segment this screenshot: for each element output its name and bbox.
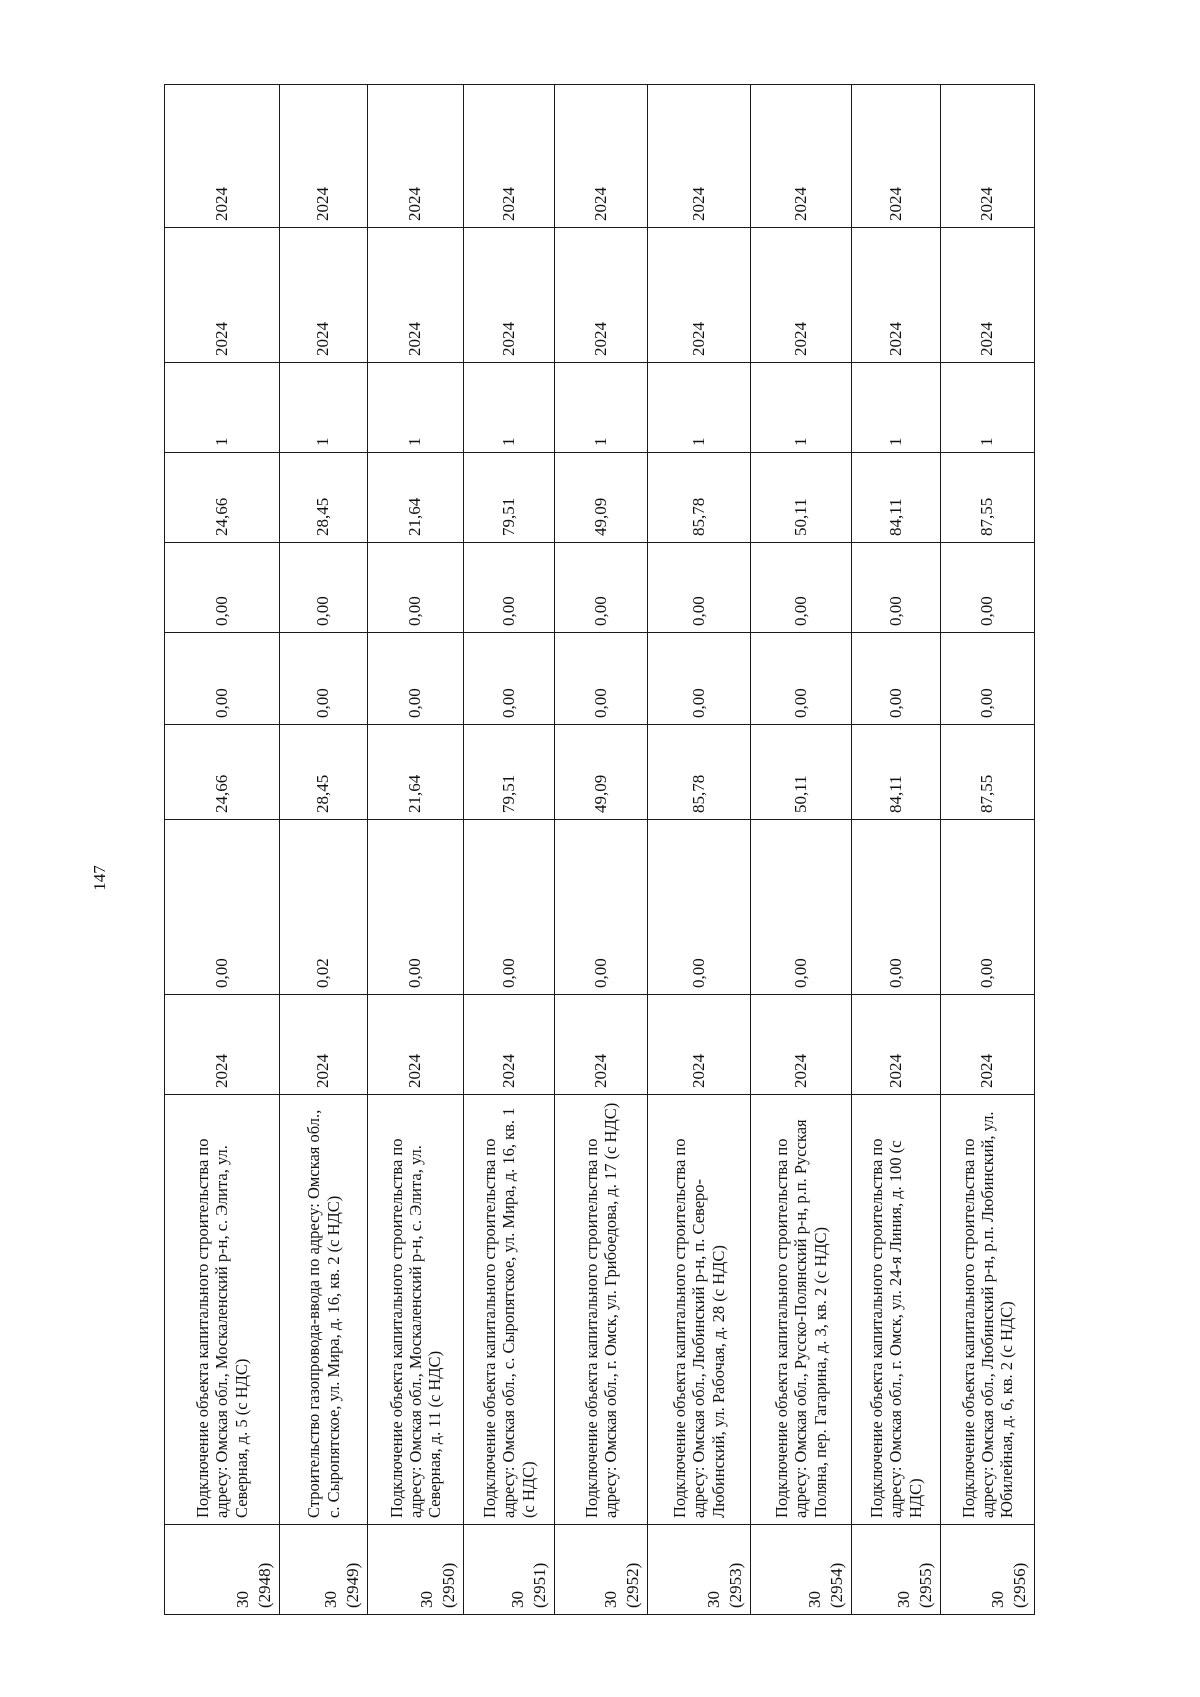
value-cell: 28,45 bbox=[280, 725, 368, 820]
description-cell: Подключение объекта капитального строительства по адресу: Омская обл., Москаленский р-н, с. Элита, ул. Северная, д. 5 (с НДС) bbox=[165, 1095, 280, 1525]
count-cell: 1 bbox=[280, 363, 368, 453]
value-cell: 0,00 bbox=[941, 820, 1035, 995]
count-cell: 1 bbox=[852, 363, 941, 453]
table-row bbox=[648, 85, 751, 1615]
table-row bbox=[751, 85, 852, 1615]
row-code: (2954) bbox=[826, 1562, 846, 1608]
row-number: 30 bbox=[804, 1591, 824, 1608]
description-cell: Подключение объекта капитального строительства по адресу: Омская обл., Любинский р-н, п. Северо-Любинский, ул. Рабочая, д. 28 (с НДС) bbox=[648, 1095, 751, 1525]
value-cell: 24,66 bbox=[165, 453, 280, 543]
value-cell: 0,00 bbox=[280, 633, 368, 725]
value-cell: 0,00 bbox=[280, 543, 368, 633]
value-cell: 85,78 bbox=[648, 453, 751, 543]
value-cell: 0,00 bbox=[368, 633, 464, 725]
value-cell: 85,78 bbox=[648, 725, 751, 820]
value-cell: 0,00 bbox=[555, 820, 648, 995]
value-cell: 0,00 bbox=[852, 633, 941, 725]
value-cell: 79,51 bbox=[464, 453, 555, 543]
row-number: 30 bbox=[600, 1591, 620, 1608]
year-cell: 2024 bbox=[368, 228, 464, 363]
row-number-cell bbox=[648, 1525, 751, 1615]
value-cell: 0,00 bbox=[165, 820, 280, 995]
value-cell: 50,11 bbox=[751, 453, 852, 543]
value-cell: 0,00 bbox=[648, 820, 751, 995]
year-cell: 2024 bbox=[648, 995, 751, 1095]
year-cell: 2024 bbox=[941, 995, 1035, 1095]
value-cell: 79,51 bbox=[464, 725, 555, 820]
value-cell: 0,02 bbox=[280, 820, 368, 995]
row-code: (2951) bbox=[529, 1562, 549, 1608]
table-row bbox=[852, 85, 941, 1615]
count-cell: 1 bbox=[648, 363, 751, 453]
count-cell: 1 bbox=[555, 363, 648, 453]
table-row bbox=[280, 85, 368, 1615]
table-row bbox=[368, 85, 464, 1615]
year-cell: 2024 bbox=[165, 995, 280, 1095]
value-cell: 0,00 bbox=[165, 633, 280, 725]
row-number-cell bbox=[941, 1525, 1035, 1615]
year-cell: 2024 bbox=[941, 85, 1035, 228]
year-cell: 2024 bbox=[165, 85, 280, 228]
year-cell: 2024 bbox=[464, 228, 555, 363]
table-row bbox=[555, 85, 648, 1615]
year-cell: 2024 bbox=[165, 228, 280, 363]
count-cell: 1 bbox=[941, 363, 1035, 453]
year-cell: 2024 bbox=[852, 995, 941, 1095]
year-cell: 2024 bbox=[751, 85, 852, 228]
year-cell: 2024 bbox=[280, 85, 368, 228]
table-row bbox=[165, 85, 280, 1615]
row-code: (2948) bbox=[254, 1562, 274, 1608]
row-number-cell bbox=[555, 1525, 648, 1615]
row-number-cell bbox=[165, 1525, 280, 1615]
value-cell: 21,64 bbox=[368, 453, 464, 543]
count-cell: 1 bbox=[751, 363, 852, 453]
row-number-cell bbox=[751, 1525, 852, 1615]
year-cell: 2024 bbox=[648, 85, 751, 228]
year-cell: 2024 bbox=[941, 228, 1035, 363]
year-cell: 2024 bbox=[852, 85, 941, 228]
value-cell: 49,09 bbox=[555, 725, 648, 820]
table-row bbox=[941, 85, 1035, 1615]
row-code: (2955) bbox=[915, 1562, 935, 1608]
row-number-cell bbox=[852, 1525, 941, 1615]
data-table bbox=[164, 84, 1035, 1615]
row-number: 30 bbox=[893, 1591, 913, 1608]
year-cell: 2024 bbox=[280, 995, 368, 1095]
row-code: (2956) bbox=[1009, 1562, 1029, 1608]
value-cell: 50,11 bbox=[751, 725, 852, 820]
value-cell: 87,55 bbox=[941, 725, 1035, 820]
table-row bbox=[464, 85, 555, 1615]
row-code: (2949) bbox=[342, 1562, 362, 1608]
year-cell: 2024 bbox=[751, 995, 852, 1095]
year-cell: 2024 bbox=[280, 228, 368, 363]
row-number-cell bbox=[368, 1525, 464, 1615]
row-code: (2953) bbox=[725, 1562, 745, 1608]
value-cell: 0,00 bbox=[751, 820, 852, 995]
row-number: 30 bbox=[416, 1591, 436, 1608]
description-cell: Строительство газопровода-ввода по адресу: Омская обл., с. Сыропятское, ул. Мира, д. 16, кв. 2 (с НДС) bbox=[280, 1095, 368, 1525]
value-cell: 0,00 bbox=[555, 633, 648, 725]
count-cell: 1 bbox=[368, 363, 464, 453]
year-cell: 2024 bbox=[368, 995, 464, 1095]
year-cell: 2024 bbox=[464, 995, 555, 1095]
value-cell: 0,00 bbox=[852, 543, 941, 633]
row-code: (2950) bbox=[438, 1562, 458, 1608]
value-cell: 28,45 bbox=[280, 453, 368, 543]
value-cell: 0,00 bbox=[464, 543, 555, 633]
value-cell: 0,00 bbox=[368, 543, 464, 633]
value-cell: 0,00 bbox=[165, 543, 280, 633]
year-cell: 2024 bbox=[648, 228, 751, 363]
value-cell: 0,00 bbox=[751, 633, 852, 725]
value-cell: 0,00 bbox=[941, 543, 1035, 633]
year-cell: 2024 bbox=[464, 85, 555, 228]
count-cell: 1 bbox=[464, 363, 555, 453]
value-cell: 0,00 bbox=[852, 820, 941, 995]
row-number: 30 bbox=[703, 1591, 723, 1608]
table-body bbox=[165, 85, 1035, 1615]
row-number: 30 bbox=[232, 1591, 252, 1608]
row-number-cell bbox=[280, 1525, 368, 1615]
value-cell: 49,09 bbox=[555, 453, 648, 543]
value-cell: 0,00 bbox=[464, 820, 555, 995]
value-cell: 0,00 bbox=[751, 543, 852, 633]
description-cell: Подключение объекта капитального строительства по адресу: Омская обл., Москаленский р-н, с. Элита, ул. Северная, д. 11 (с НДС) bbox=[368, 1095, 464, 1525]
rotated-table-container bbox=[164, 85, 1034, 1615]
value-cell: 0,00 bbox=[555, 543, 648, 633]
year-cell: 2024 bbox=[852, 228, 941, 363]
row-code: (2952) bbox=[622, 1562, 642, 1608]
value-cell: 0,00 bbox=[464, 633, 555, 725]
row-number: 30 bbox=[987, 1591, 1007, 1608]
description-cell: Подключение объекта капитального строительства по адресу: Омская обл., г. Омск, ул. Грибоедова, д. 17 (с НДС) bbox=[555, 1095, 648, 1525]
value-cell: 84,11 bbox=[852, 725, 941, 820]
year-cell: 2024 bbox=[751, 228, 852, 363]
value-cell: 0,00 bbox=[941, 633, 1035, 725]
row-number: 30 bbox=[320, 1591, 340, 1608]
value-cell: 0,00 bbox=[648, 543, 751, 633]
description-cell: Подключение объекта капитального строительства по адресу: Омская обл., с. Сыропятское, ул. Мира, д. 16, кв. 1 (с НДС) bbox=[464, 1095, 555, 1525]
year-cell: 2024 bbox=[368, 85, 464, 228]
value-cell: 21,64 bbox=[368, 725, 464, 820]
description-cell: Подключение объекта капитального строительства по адресу: Омская обл., Русско-Полянский р-н, р.п. Русская Поляна, пер. Гагарина, д. 3, кв. 2 (с НДС) bbox=[751, 1095, 852, 1525]
year-cell: 2024 bbox=[555, 995, 648, 1095]
row-number-cell bbox=[464, 1525, 555, 1615]
value-cell: 0,00 bbox=[368, 820, 464, 995]
count-cell: 1 bbox=[165, 363, 280, 453]
value-cell: 84,11 bbox=[852, 453, 941, 543]
description-cell: Подключение объекта капитального строительства по адресу: Омская обл., Любинский р-н, р.п. Любинский, ул. Юбилейная, д. 6, кв. 2 (с НДС) bbox=[941, 1095, 1035, 1525]
year-cell: 2024 bbox=[555, 85, 648, 228]
description-cell: Подключение объекта капитального строительства по адресу: Омская обл., г. Омск, ул. 24-я Линия, д. 100 (с НДС) bbox=[852, 1095, 941, 1525]
value-cell: 87,55 bbox=[941, 453, 1035, 543]
page-number: 147 bbox=[90, 865, 109, 891]
row-number: 30 bbox=[507, 1591, 527, 1608]
year-cell: 2024 bbox=[555, 228, 648, 363]
value-cell: 0,00 bbox=[648, 633, 751, 725]
value-cell: 24,66 bbox=[165, 725, 280, 820]
